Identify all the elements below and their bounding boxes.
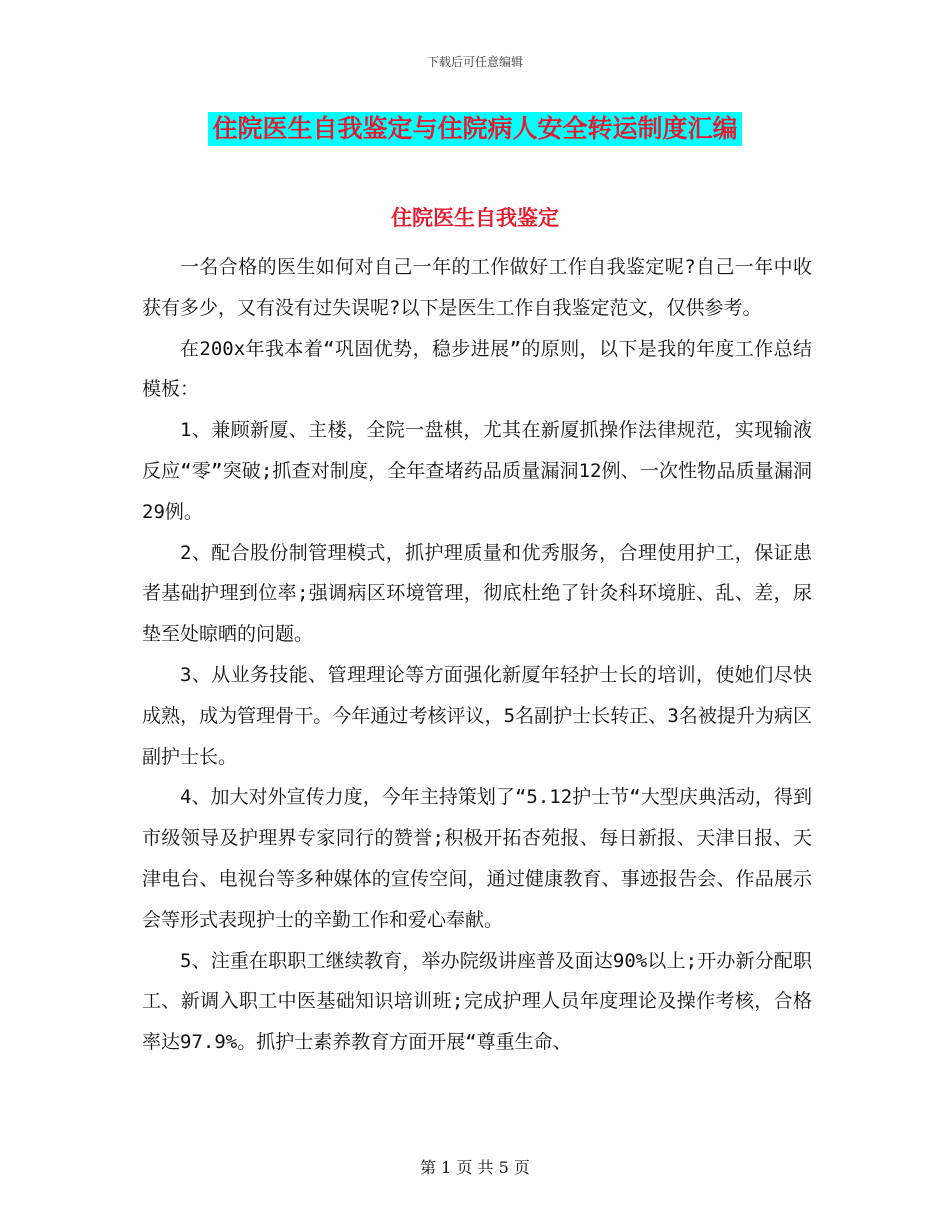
document-title-wrap (0, 112, 950, 146)
paragraph-item-4: 4、加大对外宣传力度，今年主持策划了“5.12护士节“大型庆典活动，得到市级领导及护理界专家同行的赞誉;积极开拓杏苑报、每日新报、天津日报、天津电台、电视台等多种媒体的宣传空间，通过健康教育、事迹报告会、作品展示会等形式表现护士的辛勤工作和爱心奉献。 (142, 786, 812, 931)
paragraph-item-1: 1、兼顾新厦、主楼，全院一盘棋，尤其在新厦抓操作法律规范，实现输液反应“零”突破;抓查对制度，全年查堵药品质量漏洞12例、一次性物品质量漏洞29例。 (142, 419, 812, 523)
section-title: 住院医生自我鉴定 (391, 206, 559, 230)
paragraph-item-3: 3、从业务技能、管理理论等方面强化新厦年轻护士长的培训，使她们尽快成熟，成为管理骨干。今年通过考核评议，5名副护士长转正、3名被提升为病区副护士长。 (142, 663, 812, 768)
paragraph-item-2: 2、配合股份制管理模式，抓护理质量和优秀服务，合理使用护工，保证患者基础护理到位率;强调病区环境管理，彻底杜绝了针灸科环境脏、乱、差，尿垫至处晾晒的问题。 (142, 541, 812, 646)
paragraph-item-5: 5、注重在职职工继续教育，举办院级讲座普及面达90%以上;开办新分配职工、新调入职工中医基础知识培训班;完成护理人员年度理论及操作考核，合格率达97.9%。抓护士素养教育方面开展“尊重生命、 (142, 949, 812, 1054)
paragraph-intro: 一名合格的医生如何对自己一年的工作做好工作自我鉴定呢?自己一年中收获有多少，又有没有过失误呢?以下是医生工作自我鉴定范文，仅供参考。 (142, 256, 812, 319)
document-body (142, 247, 812, 1063)
paragraph-principle: 在200x年我本着“巩固优势，稳步进展”的原则，以下是我的年度工作总结模板： (142, 337, 812, 401)
page-number-footer: 第 1 页 共 5 页 (420, 1158, 530, 1177)
document-title: 住院医生自我鉴定与住院病人安全转运制度汇编 (208, 112, 741, 146)
page-header-note: 下载后可任意编辑 (426, 55, 523, 69)
